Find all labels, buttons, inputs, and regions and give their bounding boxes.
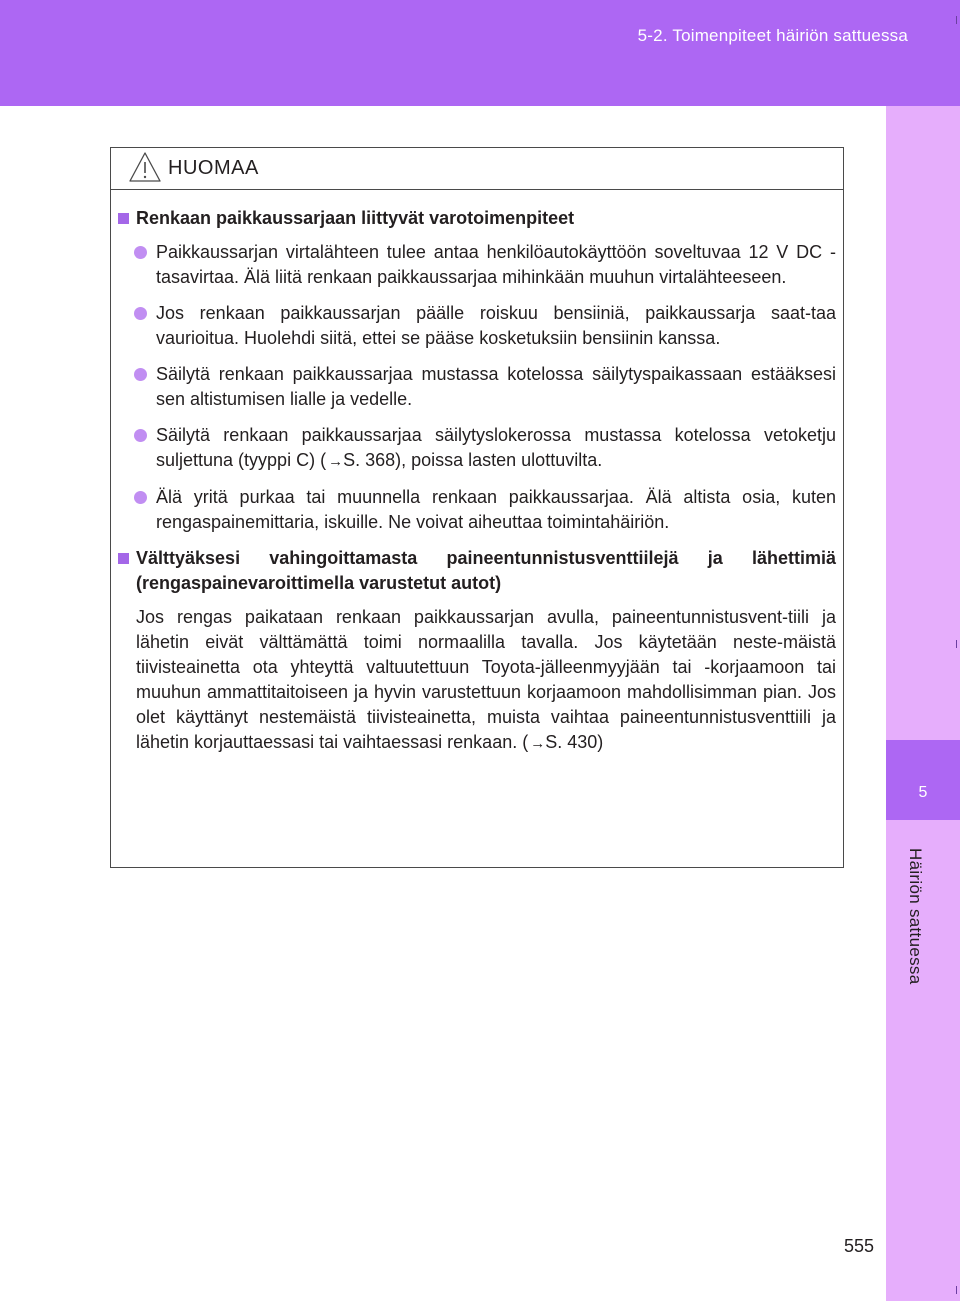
- crop-tick: [956, 640, 957, 648]
- section-title: 5-2. Toimenpiteet häiriön sattuessa: [637, 26, 908, 45]
- square-bullet-icon: [118, 213, 129, 224]
- page-reference-link[interactable]: S. 430: [545, 732, 598, 752]
- crop-tick: [956, 16, 957, 24]
- item-text: Jos renkaan paikkaussarjan päälle roiskuu bensiiniä, paikkaussarja saat-taa vaurioitua. Huolehdi siitä, ettei se pääse kosketuksiin bensiinin kanssa.: [156, 303, 836, 348]
- list-item: [115, 362, 836, 412]
- header-band: [0, 0, 960, 106]
- list-item: [115, 485, 836, 535]
- paragraph-text: ): [597, 732, 604, 752]
- list-item: [115, 423, 836, 474]
- circle-bullet-icon: [134, 246, 147, 259]
- chapter-side-tab: [886, 106, 960, 1301]
- page-reference-link[interactable]: S. 368: [343, 450, 396, 470]
- square-bullet-icon: [118, 553, 129, 564]
- list-item: [115, 301, 836, 351]
- page-number: 555: [843, 1236, 874, 1256]
- section-heading: [115, 206, 836, 231]
- section-heading: [115, 546, 836, 596]
- crop-tick: [956, 1286, 957, 1294]
- list-item: [115, 240, 836, 290]
- heading-text: Renkaan paikkaussarjaan liittyvät varotoimenpiteet: [136, 208, 575, 228]
- paragraph-text: Jos rengas paikataan renkaan paikkaussarjan avulla, paineentunnistusvent-tiili ja lähetin eivät välttämättä toimi normaalilla tavalla. Jos käytetään neste-mäistä tiivisteainetta ota yhteyttä valtuutettuun Toyota-jälleenmyyjään tai -korjaamoon tai muuhun ammattitaitoiseen ja hyvin varustettuun korjaamoon mahdollisimman pian. Jos olet käyttänyt nestemäistä tiivisteainetta, muista vaihtaa paineentunnistusventtiili ja lähetin korjauttaessasi tai vaihtaessasi renkaan. (: [136, 607, 836, 752]
- circle-bullet-icon: [134, 491, 147, 504]
- caution-box: [110, 147, 844, 868]
- caution-body: [115, 206, 836, 756]
- arrow-right-icon: →: [328, 453, 344, 470]
- arrow-right-icon: →: [530, 735, 546, 752]
- item-text: ), poissa lasten ulottuvilta.: [395, 450, 603, 470]
- caution-header: [111, 148, 843, 190]
- circle-bullet-icon: [134, 368, 147, 381]
- warning-triangle-icon: [128, 151, 162, 183]
- item-text: Säilytä renkaan paikkaussarjaa säilytyslokerossa mustassa kotelossa vetoketju suljettuna (tyyppi C) (: [156, 425, 836, 470]
- item-text: Älä yritä purkaa tai muunnella renkaan paikkaussarjaa. Älä altista osia, kuten rengaspainemittaria, iskuille. Ne voivat aiheuttaa toimintahäiriön.: [156, 487, 836, 532]
- item-text: Säilytä renkaan paikkaussarjaa mustassa kotelossa säilytyspaikassaan estääksesi sen altistumisen lialle ja vedelle.: [156, 364, 836, 409]
- heading-text: Välttyäksesi vahingoittamasta paineentunnistusventtiilejä ja lähettimiä (rengaspainevaroittimella varustetut autot): [136, 548, 836, 593]
- chapter-number: 5: [918, 784, 928, 801]
- circle-bullet-icon: [134, 429, 147, 442]
- caution-title: HUOMAA: [168, 157, 259, 179]
- paragraph: [115, 605, 836, 756]
- circle-bullet-icon: [134, 307, 147, 320]
- item-text: Paikkaussarjan virtalähteen tulee antaa henkilöautokäyttöön soveltuvaa 12 V DC -tasavirtaa. Älä liitä renkaan paikkaussarjaa mihinkään muuhun virtalähteeseen.: [156, 242, 836, 287]
- chapter-number-box: [886, 740, 960, 820]
- chapter-name: Häiriön sattuessa: [906, 848, 925, 985]
